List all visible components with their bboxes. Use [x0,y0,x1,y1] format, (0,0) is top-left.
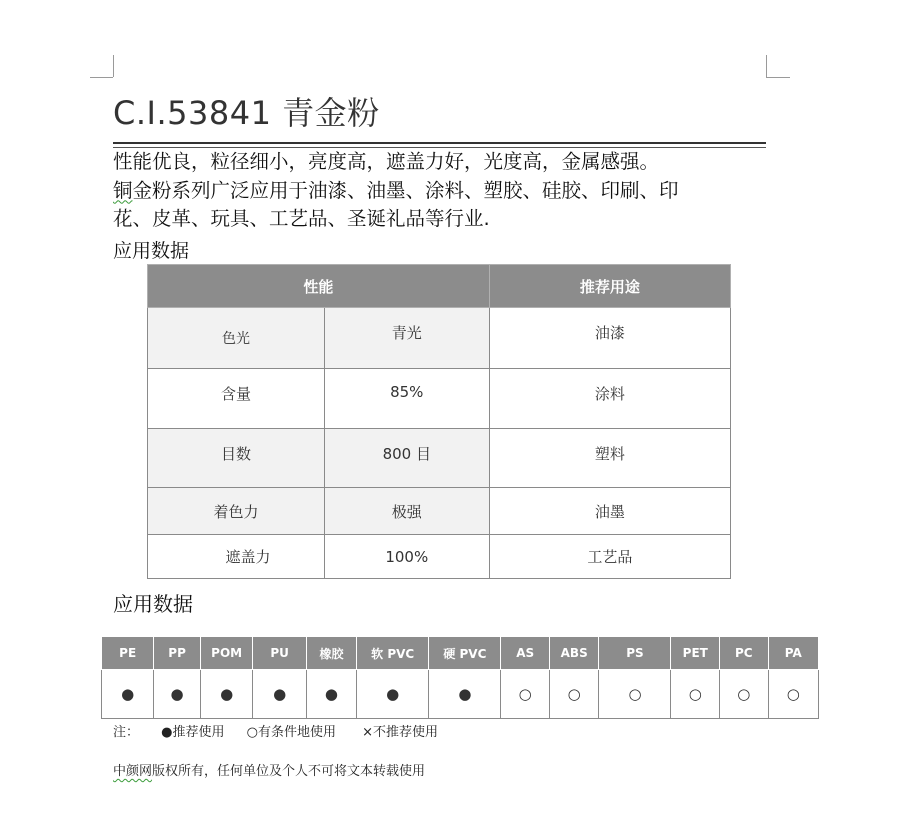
section-title-application-data: 应用数据 [113,240,190,262]
header-pa: PA [768,637,819,670]
mark-as: ○ [501,670,549,719]
header-performance: 性能 [148,265,490,308]
product-description [113,148,773,234]
legend-label: 注： [113,725,140,740]
mark-pet: ○ [671,670,720,719]
mark-pe: ● [102,670,154,719]
mark-rubber: ● [306,670,356,719]
property-value: 800 目 [324,429,489,488]
property-value: 青光 [324,308,489,369]
mark-pa: ○ [768,670,819,719]
property-usage: 工艺品 [489,535,730,579]
mark-pp: ● [154,670,200,719]
properties-header-row [148,265,731,308]
legend-note [113,721,438,740]
header-abs: ABS [549,637,599,670]
header-ps: PS [599,637,671,670]
property-name: 含量 [148,369,325,429]
property-usage: 油漆 [489,308,730,369]
description-line-2 [113,177,773,206]
mark-pc: ○ [720,670,768,719]
copyright-text: 版权所有，任何单位及个人不可将文本转载使用 [152,764,426,779]
mark-soft-pvc: ● [357,670,429,719]
header-rubber: 橡胶 [306,637,356,670]
legend-not-recommended: ×不推荐使用 [362,725,439,740]
mark-ps: ○ [599,670,671,719]
property-name: 着色力 [148,488,325,535]
properties-table [147,264,731,579]
header-soft-pvc: 软 PVC [357,637,429,670]
description-line-1: 性能优良，粒径细小，亮度高，遮盖力好，光度高，金属感强。 [113,150,660,173]
property-name: 遮盖力 [148,535,325,579]
header-as: AS [501,637,549,670]
table-row [148,488,731,535]
application-marks-row [102,670,819,719]
property-name: 目数 [148,429,325,488]
property-value: 极强 [324,488,489,535]
property-name: 色光 [148,308,325,369]
mark-abs: ○ [549,670,599,719]
crop-mark-top-left [113,55,114,77]
header-recommended-usage: 推荐用途 [489,265,730,308]
property-value: 100% [324,535,489,579]
table-row [148,369,731,429]
property-usage: 涂料 [489,369,730,429]
section-title-application-data-2: 应用数据 [113,592,193,616]
mark-pom: ● [200,670,253,719]
description-line-2-text: 金粉系列广泛应用于油漆、油墨、涂料、塑胶、硅胶、印刷、印 [132,178,679,202]
header-pu: PU [253,637,306,670]
table-row [148,535,731,579]
table-row [148,429,731,488]
legend-recommended: ●推荐使用 [161,725,225,740]
mark-hard-pvc: ● [429,670,501,719]
header-pet: PET [671,637,720,670]
header-pom: POM [200,637,253,670]
description-line-3: 花、皮革、玩具、工艺品、圣诞礼品等行业. [113,207,490,230]
spellcheck-word: 铜 [113,178,133,202]
application-table [101,636,819,719]
mark-pu: ● [253,670,306,719]
application-header-row [102,637,819,670]
crop-mark-top-right [766,77,790,78]
header-hard-pvc: 硬 PVC [429,637,501,670]
copyright-notice [113,760,425,779]
legend-conditional: ○有条件地使用 [246,725,336,740]
table-row [148,308,731,369]
property-value: 85% [324,369,489,429]
property-usage: 油墨 [489,488,730,535]
document-title: C.I.53841 青金粉 [113,94,380,132]
header-pe: PE [102,637,154,670]
crop-mark-top-right [766,55,767,77]
property-usage: 塑料 [489,429,730,488]
crop-mark-top-left [90,77,113,78]
header-pc: PC [720,637,768,670]
title-divider [113,142,766,144]
spellcheck-word: 中颜网 [113,764,153,779]
header-pp: PP [154,637,200,670]
